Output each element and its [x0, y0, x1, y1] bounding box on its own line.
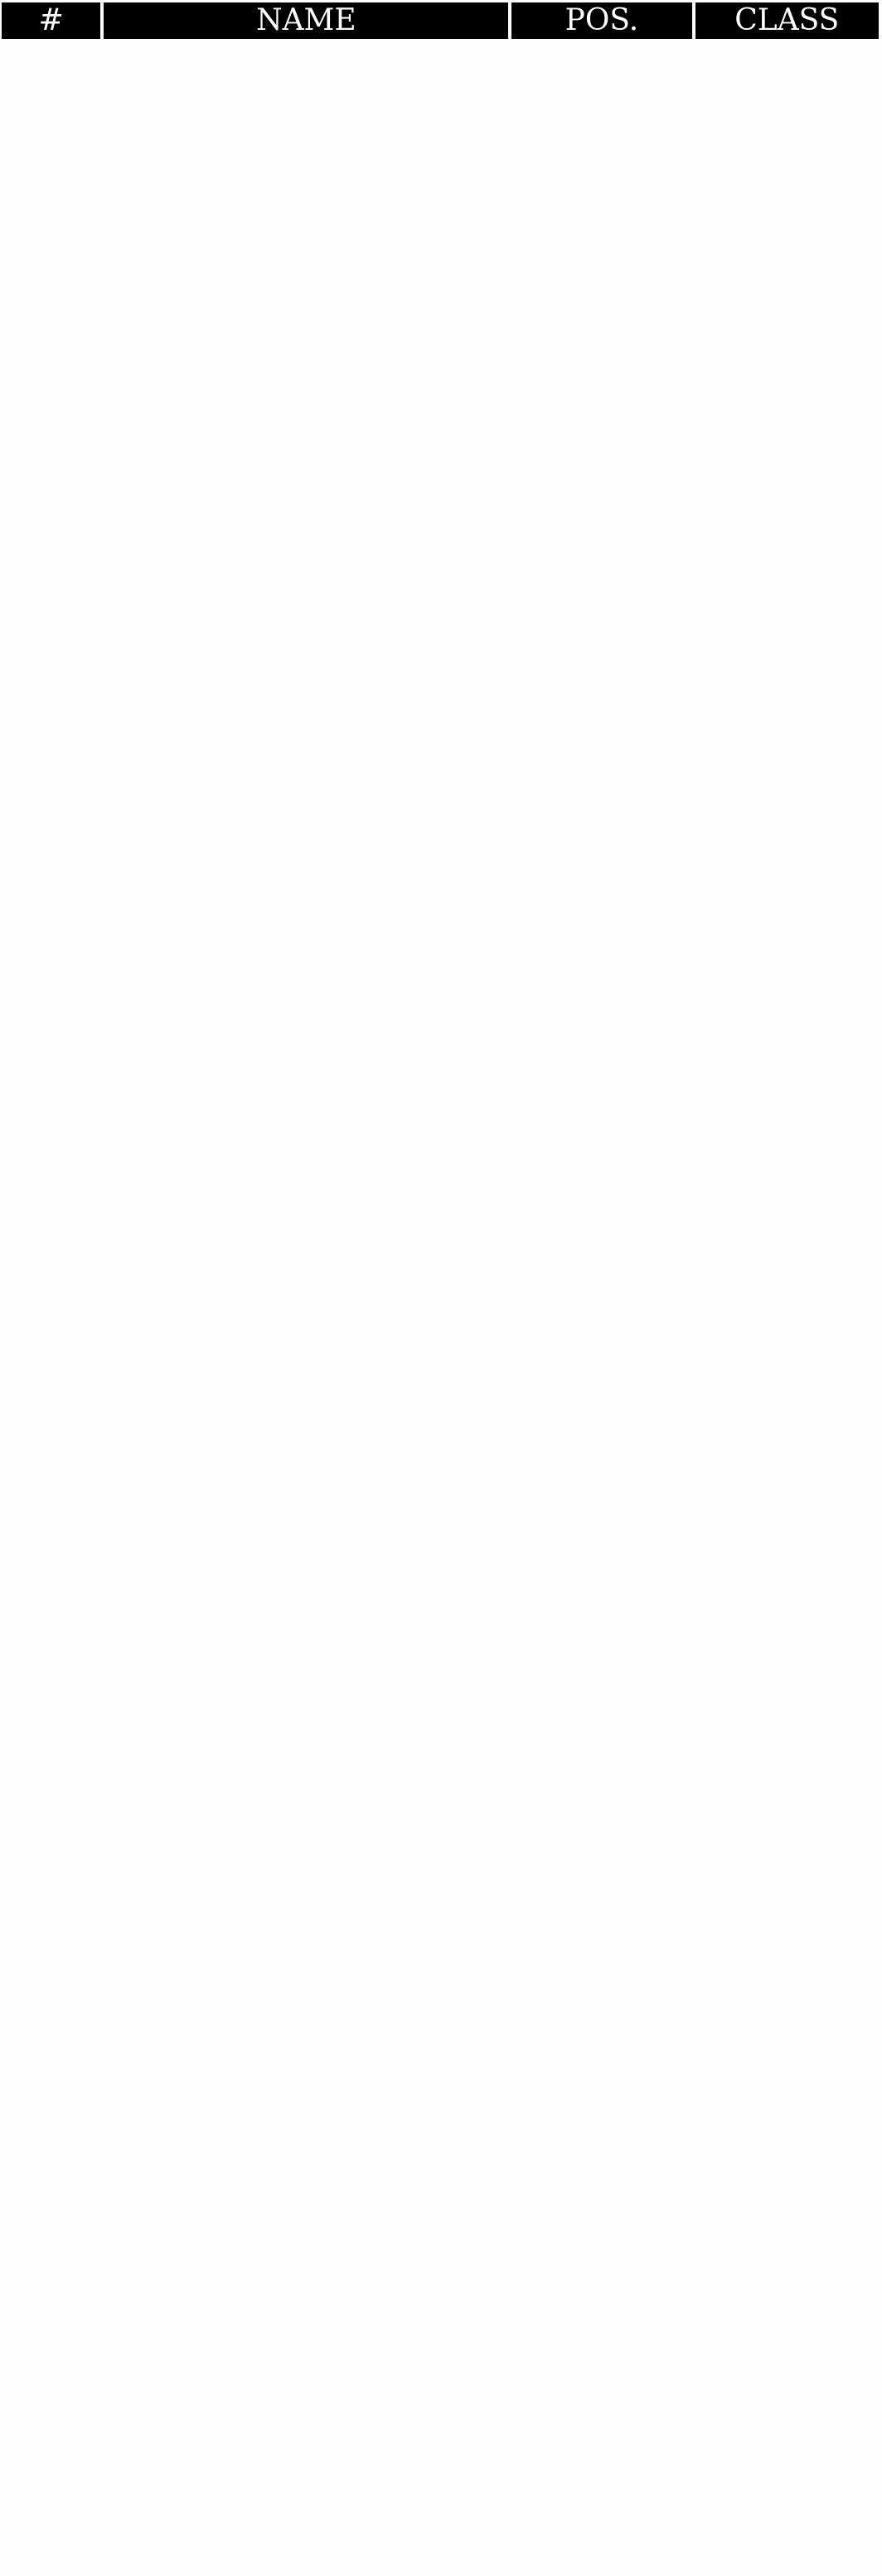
roster-table: [0, 2, 882, 39]
column-header-class: CLASS: [695, 2, 879, 39]
column-header-number: #: [2, 2, 100, 39]
header-row: [2, 2, 879, 39]
roster-table-header: [2, 2, 879, 39]
column-header-name: NAME: [104, 2, 508, 39]
column-header-position: POS.: [511, 2, 691, 39]
